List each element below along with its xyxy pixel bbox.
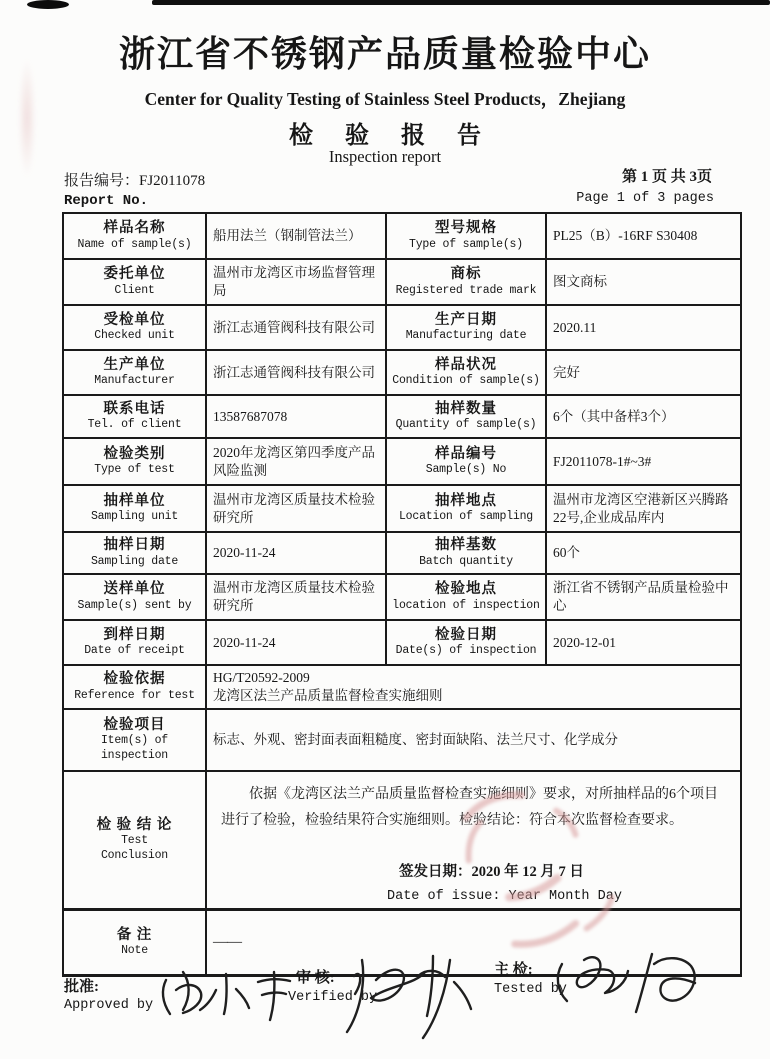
table-row (63, 485, 741, 532)
field-label-en: Reference for test (74, 688, 195, 702)
field-label (63, 771, 206, 909)
field-value: 标志、外观、密封面表面粗糙度、密封面缺陷、法兰尺寸、化学成分 (206, 709, 741, 771)
field-label-en: Tel. of client (87, 418, 182, 432)
field-label-en: Condition of sample(s) (392, 374, 540, 388)
table-row (63, 259, 741, 305)
field-label-en: Item(s) of inspection (100, 734, 168, 763)
table-row (63, 574, 741, 620)
field-label-en: Location of sampling (398, 510, 534, 524)
report-title-zh: 检 验 报 告 (289, 123, 494, 149)
table-row (63, 438, 741, 485)
field-value (206, 665, 741, 709)
field-label-en: Batch quantity (419, 554, 513, 568)
report-no: 报告编号：FJ2011078 (64, 173, 206, 189)
field-label-en: Sampling date (90, 554, 179, 568)
field-label (63, 438, 206, 485)
field-label-en: Name of sample(s) (77, 237, 192, 251)
field-label-zh: 受检单位 (103, 311, 166, 328)
table-row (63, 305, 741, 350)
field-label (63, 485, 206, 532)
field-label-zh: 联系电话 (103, 400, 166, 417)
field-label-zh: 送样单位 (103, 581, 166, 598)
field-label-en: Conclusion (100, 848, 168, 862)
field-value: 13587687078 (206, 395, 386, 438)
field-label (63, 395, 206, 438)
field-label-zh: 抽样日期 (103, 537, 166, 554)
field-label-zh: 样品编号 (435, 445, 497, 462)
field-label (63, 259, 206, 305)
field-label (63, 213, 206, 259)
field-label-zh: 抽样地点 (435, 492, 497, 509)
field-value: 图文商标 (546, 259, 741, 305)
field-label-en: Test (121, 834, 148, 848)
center-name-en: Center for Quality Testing of Stainless Steel Products，Zhejiang (144, 89, 626, 109)
field-label-zh: 备 注 (116, 926, 153, 943)
field-label (386, 532, 546, 574)
field-value: 船用法兰（钢制管法兰） (206, 213, 386, 259)
field-label (63, 665, 206, 709)
note-dash: —— (213, 933, 241, 950)
field-value: 2020-12-01 (546, 620, 741, 665)
field-value: 2020.11 (546, 305, 741, 350)
verify-label-en: Verified by (288, 990, 378, 1005)
field-value: FJ2011078-1#~3# (546, 438, 741, 485)
field-label (386, 485, 546, 532)
field-value: 浙江省不锈钢产品质量检验中心 (546, 574, 741, 620)
field-value: 60个 (546, 532, 741, 574)
field-value: 浙江志通管阀科技有限公司 (206, 305, 386, 350)
field-label-zh: 样品名称 (103, 220, 166, 237)
report-title-en: Inspection report (328, 147, 442, 166)
test-label-zh: 主 检: (494, 962, 533, 978)
report-table-body (63, 213, 741, 665)
table-row (63, 532, 741, 574)
field-label (386, 438, 546, 485)
test-label-en: Tested by (494, 982, 567, 997)
field-label-zh: 委托单位 (103, 266, 166, 283)
page-indicator-en: Page 1 of 3 pages (576, 191, 714, 206)
field-label-zh: 检验依据 (103, 671, 166, 688)
approved-signature (150, 956, 300, 1038)
field-label-en: Manufacturing date (405, 329, 527, 343)
field-label (386, 574, 546, 620)
verified-signature (330, 942, 502, 1046)
issue-date-zh: 签发日期：2020 年 12 月 7 日 (399, 863, 584, 880)
conclusion-text: 依据《龙湾区法兰产品质量监督检查实施细则》要求，对所抽样品的6个项目进行了检验，检验结果符合实施细则。检验结论：符合本次监督检查要求。 (221, 787, 718, 828)
field-value: PL25（B）-16RF S30408 (546, 213, 741, 259)
scan-artifact-bar (152, 0, 770, 5)
field-label-en: Quantity of sample(s) (395, 418, 537, 432)
field-value: 2020-11-24 (206, 532, 386, 574)
center-name-zh: 浙江省不锈钢产品质量检验中心 (118, 34, 651, 74)
field-value: 温州市龙湾区质量技术检验研究所 (206, 574, 386, 620)
field-label-zh: 到样日期 (103, 626, 166, 643)
field-value: 温州市龙湾区质量技术检验研究所 (206, 485, 386, 532)
field-label (386, 305, 546, 350)
field-label-zh: 样品状况 (435, 356, 497, 373)
field-label-en: location of inspection (392, 598, 540, 612)
field-label (386, 213, 546, 259)
reference-line-2: 龙湾区法兰产品质量监督检查实施细则 (213, 688, 443, 703)
field-label-zh: 检 验 结 论 (96, 816, 173, 833)
field-value: 6个（其中备样3个） (546, 395, 741, 438)
approve-label-en: Approved by (64, 998, 154, 1013)
field-label-zh: 生产日期 (435, 311, 497, 328)
field-label-zh: 型号规格 (435, 220, 497, 237)
field-label (63, 709, 206, 771)
page-indicator-zh: 第 1 页 共 3页 (621, 169, 712, 185)
field-label-zh: 商标 (450, 266, 482, 283)
field-label-en: Sample(s) sent by (77, 598, 192, 612)
field-label-en: Type of sample(s) (409, 237, 523, 251)
reference-line-1: HG/T20592-2009 (213, 670, 310, 686)
field-label-zh: 抽样基数 (435, 537, 497, 554)
table-row-reference (63, 665, 741, 709)
field-value: 完好 (546, 350, 741, 395)
field-value: 2020年龙湾区第四季度产品风险监测 (206, 438, 386, 485)
table-row (63, 620, 741, 665)
table-row (63, 213, 741, 259)
field-label (63, 574, 206, 620)
report-no-en: Report No. (64, 193, 149, 209)
field-label-en: Note (121, 943, 148, 957)
field-label (63, 532, 206, 574)
table-row (63, 395, 741, 438)
field-value: 温州市龙湾区市场监督管理局 (206, 259, 386, 305)
field-label-zh: 检验地点 (435, 581, 497, 598)
field-label-zh: 检验日期 (435, 626, 497, 643)
field-label-zh: 检验类别 (103, 445, 166, 462)
field-label-zh: 检验项目 (103, 717, 166, 733)
field-value: 2020-11-24 (206, 620, 386, 665)
field-label (386, 259, 546, 305)
field-value: 温州市龙湾区空港新区兴腾路22号,企业成品库内 (546, 485, 741, 532)
field-label-en: Sample(s) No (425, 463, 507, 477)
scan-artifact-blob (27, 0, 69, 9)
issue-date-en: Date of issue: Year Month Day (387, 888, 622, 904)
field-label-en: Type of test (94, 463, 175, 477)
field-label-zh: 抽样数量 (435, 400, 497, 417)
field-label (63, 620, 206, 665)
field-label-zh: 抽样单位 (103, 492, 166, 509)
field-label-en: Date(s) of inspection (395, 644, 537, 658)
field-label (63, 350, 206, 395)
field-label-en: Date of receipt (84, 644, 185, 658)
field-label (386, 395, 546, 438)
field-label-en: Client (114, 283, 155, 297)
field-label-zh: 生产单位 (103, 356, 166, 373)
field-label (63, 305, 206, 350)
tested-signature (540, 934, 732, 1028)
field-label-en: Registered trade mark (395, 283, 537, 297)
field-label (386, 620, 546, 665)
approve-label-zh: 批准: (64, 979, 99, 995)
field-label-en: Sampling unit (90, 510, 179, 524)
verify-label-zh: 审 核: (296, 970, 335, 986)
field-label-en: Checked unit (94, 329, 175, 343)
field-label (386, 350, 546, 395)
field-value: 浙江志通管阀科技有限公司 (206, 350, 386, 395)
table-row (63, 350, 741, 395)
field-label-en: Manufacturer (94, 374, 175, 388)
